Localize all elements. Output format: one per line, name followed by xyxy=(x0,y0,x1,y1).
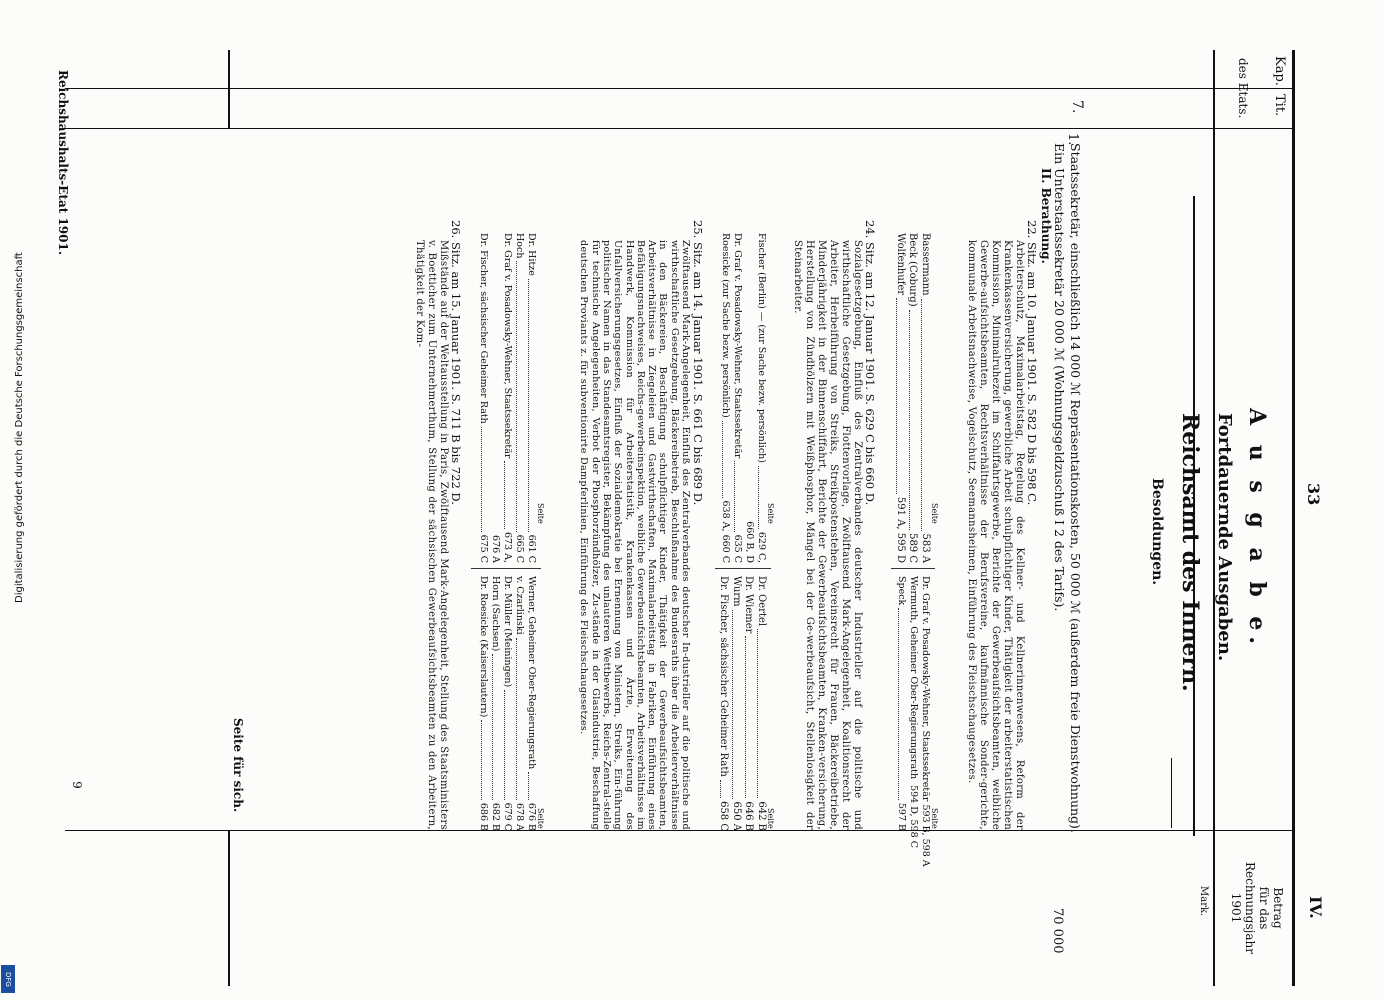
rotated-etat-page xyxy=(55,28,1345,988)
speaker-row xyxy=(490,576,502,831)
speaker-page: 682 B xyxy=(490,802,502,831)
sitzung25-heading: 25. Sitz. am 14. Januar 1901. S. 661 C bis 689 D. xyxy=(691,220,705,506)
sitzung26-heading: 26. Sitz. am 15. Januar 1901. S. 711 B bis 722 D. xyxy=(449,220,463,505)
speaker-row xyxy=(742,576,755,831)
sitzung25-seite-right: Seite xyxy=(536,808,545,829)
header-betrag xyxy=(1229,843,1285,973)
speaker-page: 661 C xyxy=(526,534,537,563)
speaker-name: Wurm xyxy=(731,576,742,607)
sitzung24-heading: 24. Sitz. am 12. Januar 1901. S. 629 C bis 660 D. xyxy=(863,220,877,506)
speaker-row xyxy=(919,576,931,867)
speaker-row xyxy=(490,233,502,563)
ausgabe-title: A u s g a b e. xyxy=(1244,408,1270,651)
speaker-row xyxy=(478,233,490,563)
speaker-name: Hoch xyxy=(514,233,526,259)
speaker-row xyxy=(895,576,907,831)
sitzung25-seite-left: Seite xyxy=(536,503,545,524)
header-kap: Kap. xyxy=(1272,56,1287,86)
speaker-name: v. Czarlinski xyxy=(514,576,526,635)
speaker-name: Horn (Sachsen) xyxy=(490,576,502,652)
footer-seite-fuer-sich: Seite für sich. xyxy=(231,718,245,813)
speaker-row xyxy=(906,233,919,563)
speaker-name: Wolfenhufer xyxy=(895,233,906,296)
speaker-page: 629 C, xyxy=(756,531,767,563)
staatssekretaer-line1: Staatssekretär, einschließlich 14 000 ℳ Repräsentationskosten, 50 000 ℳ (außerdem freie Dienstwohnung). xyxy=(1068,143,1083,833)
amount-column-rule xyxy=(65,830,1295,831)
speaker-page: 635 C xyxy=(732,534,744,563)
kap-number: 7. xyxy=(1069,100,1085,114)
speaker-page: 678 A xyxy=(514,802,526,831)
speaker-row xyxy=(731,233,743,563)
speaker-page: 660 B, D xyxy=(744,521,756,563)
speaker-page: 679 C xyxy=(502,802,514,831)
dfg-logo: DFG xyxy=(1,965,15,993)
speaker-row xyxy=(755,576,768,831)
speaker-row xyxy=(743,233,755,563)
header-tit: Tit. xyxy=(1272,94,1287,117)
speaker-row xyxy=(513,576,525,831)
speaker-row xyxy=(501,576,513,831)
sitzung25-text: Zwölftausend Mark-Angelegenheit, Einfluß des Zentralverbandes deutscher In-dustrieller auf die politische und wirthschaftliche Gesetzgebung, Bäckereibetrieb, Beschlußnahme des Bundesraths über die Arbeiterverhältnisse in den Bäckereien, Beschäftigung schulpflichtiger Kinder, Thätigkeit der Gewerbeaufsichtsbeamten, Arbeitsverhältnisse in Ziegeleien und Gastwirthschaften, Maximalarbeitstag in Fabriken, Einführung eines Befähigungsnachweises, Reichs-gewerbeinspektion, weibliche Gewerbeaufsichtsbeamten, Arbeitsverhältnisse im Handwerk, Kommission für Arbeiterstatistik, Krankenkassen und Ärzte, Erweiterung des Unfallversicherungsgesetzes, Einfluß der Sozialdemokratie bei Ernennung von Ministern, Streiks, Ein-führung politischer Namen in das Standesamtsregister, Bekämpfung des unlauteren Wettbewerbs, Reichs-Zentral-stelle für technische Angelegenheiten, Verbot der Phosphorzündhölzer, Zu-stände in der Glasindustrie, Beschaffung deutschen Proviants z. für subventionirte Dampferlinien, Einführung des Fleischschaugesetzes. xyxy=(578,240,691,830)
speaker-row xyxy=(513,233,525,563)
sitzung25-right-list xyxy=(478,576,537,831)
top-rule xyxy=(1292,50,1295,986)
speaker-page: 597 B xyxy=(896,802,908,831)
sheet-number: 9 xyxy=(69,781,84,789)
amount-value: 70 000 xyxy=(1050,908,1065,954)
speaker-name: Dr. Wiemer xyxy=(743,576,755,634)
speaker-name: Werner, Geheimer Ober-Regierungsrath xyxy=(526,576,537,770)
speaker-row xyxy=(907,576,920,848)
speaker-page: 686 B xyxy=(478,802,490,831)
speaker-page: 650 A xyxy=(731,801,742,831)
speaker-name: Dr. Müller (Meiningen) xyxy=(502,576,514,688)
speaker-name: Dr. Fischer, sächsischer Geheimer Rath xyxy=(478,233,490,424)
speaker-page: 673 A, xyxy=(502,531,514,563)
sitzung24-text: Sozialgesetzgebung, Einfluß des Zentralverbandes deutscher Industrieller auf die politische und wirthschaftliche Gesetzgebung, Flottenvorlage, Zwölftausend Mark-Angelegenheit, Koalitionsrecht der Arbeiter, Herbeiführung von Streiks, Streikpostenstehen, Vereinsrecht für Frauen, Bäckereibetriebe, Minderjährigkeit in der Binnenschiffahrt, Berichte der Gewerbeaufsichtsbeamten, Kranken-versicherung, Herstellung von Zündhölzern mit Weißphosphor, Mängel bei der Ge-werbeaufsicht, Stellenlosigkeit der Steinarbeiter. xyxy=(792,240,863,830)
speaker-row xyxy=(525,233,537,563)
sitzung25-left-list xyxy=(478,233,537,563)
speaker-page: 589 C xyxy=(907,533,919,563)
speaker-page: 591 A, 595 D xyxy=(895,496,906,563)
speaker-page: 676 A xyxy=(490,534,502,563)
sitzung22-right-list xyxy=(895,576,931,867)
header-mark: Mark. xyxy=(1198,886,1209,917)
sitzung22-seite-right: Seite xyxy=(930,808,939,829)
speaker-page: 583 A xyxy=(920,533,931,563)
speaker-name: Dr. Graf v. Posadowsky-Wehner, Staatssekretär xyxy=(502,233,514,459)
sitzung22-left-list xyxy=(894,233,932,563)
sitzung26-text: Mißstände auf der Weltausstellung in Paris, Zwölftausend Mark-Angelegenheit, Stellung des Staatsministers v. Boetticher zum Unternehmerthum, Stellung der sächsischen Gewerbeaufsichtsbeamten zu den Arbeitern, Thätigkeit der Kom- xyxy=(414,240,449,830)
section-roman: IV. xyxy=(1306,896,1325,919)
speaker-page: 665 C xyxy=(514,534,526,563)
speaker-row xyxy=(717,576,730,831)
header-betrag-line3: Rechnungsjahr xyxy=(1243,862,1257,954)
speaker-name: Wermuth, Geheimer Ober-Regierungsrath xyxy=(908,576,920,780)
sitzung22-seite-left: Seite xyxy=(930,503,939,524)
reichsamt-title: Reichsamt des Innern. xyxy=(1177,413,1203,692)
sitzung24-seite-left: Seite xyxy=(766,503,775,524)
speaker-page: 646 B xyxy=(743,801,755,831)
fortdauernde-title: Fortdauernde Ausgaben. xyxy=(1214,413,1235,662)
speaker-page: 676 B xyxy=(526,802,537,831)
speaker-name: Dr. Hitze xyxy=(526,233,537,276)
speaker-name: Dr. Fischer, sächsischer Geheimer Rath xyxy=(718,576,730,777)
speaker-name: Beck (Coburg) xyxy=(907,233,919,307)
header-betrag-line1: Betrag xyxy=(1271,887,1285,929)
sitzung22-heading: 22. Sitz. am 10. Januar 1901. S. 582 D bis 598 C. xyxy=(1025,220,1039,506)
speaker-page: 642 B xyxy=(756,801,767,831)
footer-right-rule xyxy=(228,830,230,986)
dfg-credit: Digitalisierung gefördert durch die Deutsche Forschungsgemeinschaft xyxy=(14,252,25,603)
staatssekretaer-line2: Ein Unterstaatssekretär 20 000 ℳ (Wohnungsgeldzuschuß I 2 des Tarifs). xyxy=(1052,143,1067,612)
speaker-page: 658 C xyxy=(718,801,730,831)
speaker-name: Speck xyxy=(896,576,908,606)
speaker-name: Dr. Graf v. Posadowsky-Wehner, Staatssekretär xyxy=(732,233,744,459)
sitzung24-seite-right: Seite xyxy=(766,808,775,829)
tit-number: 1. xyxy=(1065,133,1080,146)
footer-left-rule xyxy=(228,50,230,128)
speaker-row xyxy=(501,233,513,563)
speaker-name: Dr. Graf v. Posadowsky-Wehner, Staatssekretär 593 B, 598 A xyxy=(920,576,931,867)
speaker-row xyxy=(894,233,907,563)
speaker-row xyxy=(730,576,743,831)
speaker-name: Bassermann xyxy=(920,233,931,296)
speaker-page: 675 C xyxy=(478,534,490,563)
beratung-heading: II. Berathung. xyxy=(1039,168,1053,264)
sitzung25-divider xyxy=(471,568,541,569)
amount-underline xyxy=(1171,758,1172,828)
header-des-etats: des Etats. xyxy=(1236,58,1250,119)
tit-column-rule xyxy=(65,128,1295,129)
sitzung22-divider xyxy=(891,568,935,569)
sitzung22-text: Arbeiterschutz, Maximalarbeitstag, Regelung des Kellner- und Kellnerinnenwesens, Reform der Krankenkassenversicherung, gewerbliche Arbeit schulpflichtiger Kinder, Thätigkeit der arbeiterstatistischen Kommission, Minimalruhezeit im Schiffahrtsgewerbe, Berichte der Gewerbeaufsichtsbeamten, weibliche Gewerbe-aufsichtsbeamten, Rechtsverhältnisse der Berufsvereine, kaufmännische Sonder-gerichte, kommunale Arbeitsnachweise, Vogelschutz, Seemannsheimen, Einführung des Fleischschaugesetzes. xyxy=(966,240,1025,830)
speaker-row xyxy=(720,233,732,563)
speaker-name: Roesicke (zur Sache bezw. persönlich) xyxy=(720,233,732,418)
sitzung24-right-list xyxy=(717,576,767,831)
speaker-page: 594 D, 598 C xyxy=(908,785,920,848)
running-head-etat: Reichshaushalts-Etat 1901. xyxy=(56,70,70,256)
sitzung24-left-list xyxy=(720,233,768,563)
speaker-page: 638 A, 660 C xyxy=(720,500,732,563)
speaker-name: Fischer (Berlin) — (zur Sache bezw. persönlich) xyxy=(756,233,767,463)
speaker-row xyxy=(919,233,932,563)
speaker-row xyxy=(525,576,537,831)
kap-column-rule xyxy=(65,88,1295,89)
besoldungen-title: Besoldungen. xyxy=(1149,478,1165,586)
speaker-name: Dr. Roesicke (Kaiserslautern) xyxy=(478,576,490,718)
header-betrag-year: 1901 xyxy=(1229,892,1243,924)
speaker-row xyxy=(755,233,767,563)
sitzung24-divider xyxy=(715,568,771,569)
speaker-name: Dr. Oertel xyxy=(756,576,767,627)
header-betrag-line2: für das xyxy=(1257,886,1271,930)
page-number: 33 xyxy=(1304,483,1323,506)
speaker-row xyxy=(478,576,490,831)
